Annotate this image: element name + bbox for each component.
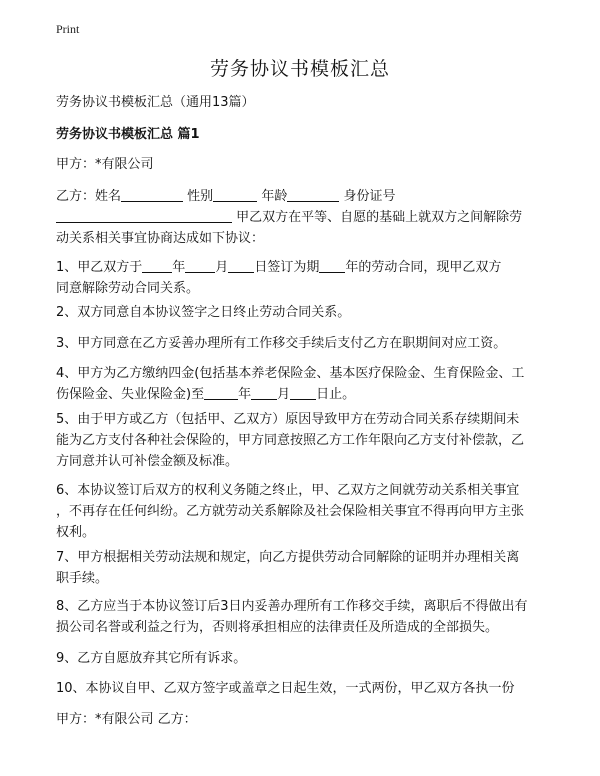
clause-5-line-3: 方同意并认可补偿金额及标准。 <box>56 454 239 469</box>
c4-month: 月 <box>277 387 291 402</box>
clause-3: 3、甲方同意在乙方妥善办理所有工作移交手续后支付乙方在职期间对应工资。 <box>56 336 507 351</box>
clause-6-line-1: 6、本协议签订后双方的权利义务随之终止，甲、乙双方之间就劳动关系相关事宜 <box>56 483 520 498</box>
party-b-line-2 <box>56 207 522 229</box>
document-title: 劳务协议书模板汇总 <box>209 58 390 80</box>
c4-day-end: 日止。 <box>316 387 356 402</box>
subtitle: 劳务协议书模板汇总（通用13篇） <box>56 95 255 110</box>
clause-4-line-1: 4、甲方为乙方缴纳四金(包括基本养老保险金、基本医疗保险金、生育保险金、工 <box>56 366 525 381</box>
clause-5-line-2: 能为乙方支付各种社会保险的，甲方同意按照乙方工作年限向乙方支付补偿款，乙 <box>56 433 525 448</box>
signature-line: 甲方：*有限公司 乙方： <box>56 712 197 727</box>
c4-month-blank <box>251 385 277 400</box>
clause-1-text-a: 1、甲乙双方于 <box>56 260 143 275</box>
clause-2: 2、双方同意自本协议签字之日终止劳动合同关系。 <box>56 305 351 320</box>
c1-day-sign: 日签订为期 <box>254 260 320 275</box>
clause-10: 10、本协议自甲、乙双方签字或盖章之日起生效，一式两份，甲乙双方各执一份 <box>56 681 515 696</box>
section-heading: 劳务协议书模板汇总 篇1 <box>56 127 200 142</box>
party-b-id-label: 身份证号 <box>343 189 396 204</box>
c1-day-blank <box>228 258 254 273</box>
c1-term-blank <box>319 258 345 273</box>
c1-tail: 年的劳动合同，现甲乙双方 <box>345 260 502 275</box>
clause-7-line-2: 职手续。 <box>56 571 109 586</box>
clause-8-line-1: 8、乙方应当于本协议签订后3日内妥善办理所有工作移交手续，离职后不得做出有 <box>56 599 528 614</box>
clause-1-line-1 <box>56 257 501 279</box>
c4-text-a: 伤保险金、失业保险金)至 <box>56 387 205 402</box>
c1-year-blank <box>142 258 172 273</box>
party-b-line-3: 动关系相关事宜协商达成如下协议： <box>56 231 265 246</box>
party-b-age-label: 年龄 <box>261 189 288 204</box>
c1-month-blank <box>185 258 215 273</box>
age-blank <box>287 187 339 202</box>
clause-8-line-2: 损公司名誉或利益之行为，否则将承担相应的法律责任及所造成的全部损失。 <box>56 620 499 635</box>
clause-1-line-2: 同意解除劳动合同关系。 <box>56 281 200 296</box>
clause-4-line-2 <box>56 384 355 406</box>
c1-month: 月 <box>215 260 229 275</box>
print-link[interactable]: Print <box>56 22 80 36</box>
clause-7-line-1: 7、甲方根据相关劳动法规和规定，向乙方提供劳动合同解除的证明并办理相关离 <box>56 550 520 565</box>
clause-6-line-2: ，不再存在任何纠纷。乙方就劳动关系解除及社会保险相关事宜不得再向甲方主张 <box>56 504 525 519</box>
c1-year: 年 <box>172 260 186 275</box>
party-b-gender-label: 性别 <box>187 189 214 204</box>
c4-year-blank <box>204 385 238 400</box>
c4-year: 年 <box>238 387 252 402</box>
id-blank <box>56 208 232 223</box>
party-b-name-label: 乙方：姓名 <box>56 189 122 204</box>
c4-day-blank <box>290 385 316 400</box>
party-a-line: 甲方：*有限公司 <box>56 157 154 172</box>
gender-blank <box>213 187 257 202</box>
party-b-line-2-text: 甲乙双方在平等、自愿的基础上就双方之间解除劳 <box>236 210 523 225</box>
clause-9: 9、乙方自愿放弃其它所有诉求。 <box>56 651 247 666</box>
clause-6-line-3: 权利。 <box>56 525 96 540</box>
name-blank <box>121 187 183 202</box>
party-b-line-1 <box>56 186 395 208</box>
clause-5-line-1: 5、由于甲方或乙方（包括甲、乙双方）原因导致甲方在劳动合同关系存续期间未 <box>56 412 520 427</box>
